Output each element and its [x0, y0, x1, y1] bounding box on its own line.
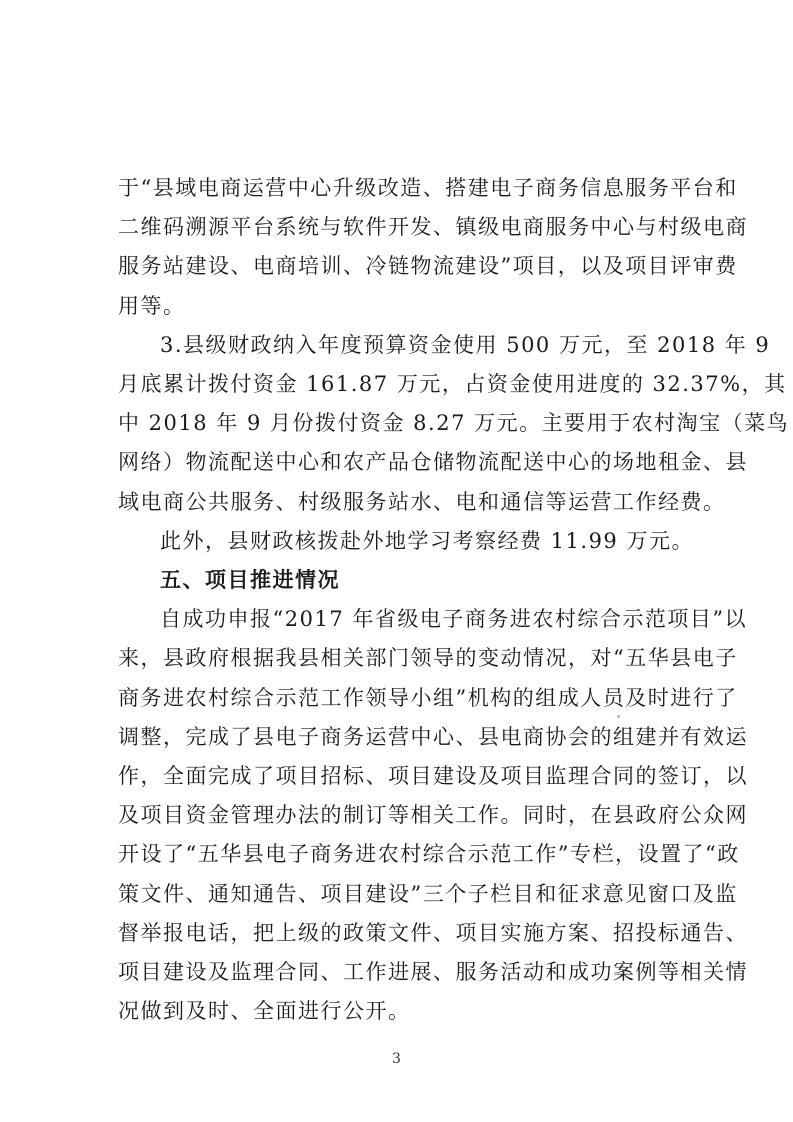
- body-text-line: 开设了“五华县电子商务进农村综合示范工作”专栏，设置了“政: [118, 842, 740, 867]
- section-heading: 五、项目推进情况: [160, 568, 340, 592]
- body-text-line: 项目建设及监理合同、工作进展、服务活动和成功案例等相关情: [118, 960, 748, 984]
- body-text-line: 况做到及时、全面进行公开。: [118, 999, 411, 1024]
- body-text-line: 作，全面完成了项目招标、项目建设及项目监理合同的签订，以: [118, 764, 748, 788]
- body-text-line: 自成功申报“2017 年省级电子商务进农村综合示范项目”以: [160, 607, 748, 632]
- body-text-line: 中 2018 年 9 月份拨付资金 8.27 万元。主要用于农村淘宝（菜鸟: [118, 411, 790, 436]
- body-text-line: 于“县域电商运营中心升级改造、搭建电子商务信息服务平台和: [118, 176, 738, 200]
- body-text-line: 来，县政府根据我县相关部门领导的变动情况，对“五华县电子: [118, 646, 738, 671]
- body-text-line: 月底累计拨付资金 161.87 万元，占资金使用进度的 32.37%，其: [118, 372, 787, 396]
- body-text-line: 二维码溯源平台系统与软件开发、镇级电商服务中心与村级电商: [118, 215, 748, 240]
- page-number: 3: [392, 1051, 401, 1068]
- ink-mark: [617, 715, 620, 718]
- body-text-line: 调整，完成了县电子商务运营中心、县电商协会的组建并有效运: [118, 724, 748, 749]
- body-text-line: 商务进农村综合示范工作领导小组”机构的组成人员及时进行了: [118, 685, 738, 710]
- body-text-line: 域电商公共服务、村级服务站水、电和通信等运营工作经费。: [118, 489, 726, 514]
- body-text-line: 服务站建设、电商培训、冷链物流建设”项目，以及项目评审费: [118, 254, 738, 279]
- body-text-line: 督举报电话，把上级的政策文件、项目实施方案、招投标通告、: [118, 920, 748, 945]
- body-text-line: 及项目资金管理办法的制订等相关工作。同时，在县政府公众网: [118, 803, 748, 828]
- body-text-line: 用等。: [118, 293, 186, 318]
- body-text-line: 网络）物流配送中心和农产品仓储物流配送中心的场地租金、县: [118, 450, 748, 475]
- body-text-line: 策文件、通知通告、项目建设”三个子栏目和征求意见窗口及监: [118, 881, 738, 906]
- body-text-line: 此外，县财政核拨赴外地学习考察经费 11.99 万元。: [160, 528, 694, 553]
- body-text-line: 3.县级财政纳入年度预算资金使用 500 万元，至 2018 年 9: [160, 332, 771, 357]
